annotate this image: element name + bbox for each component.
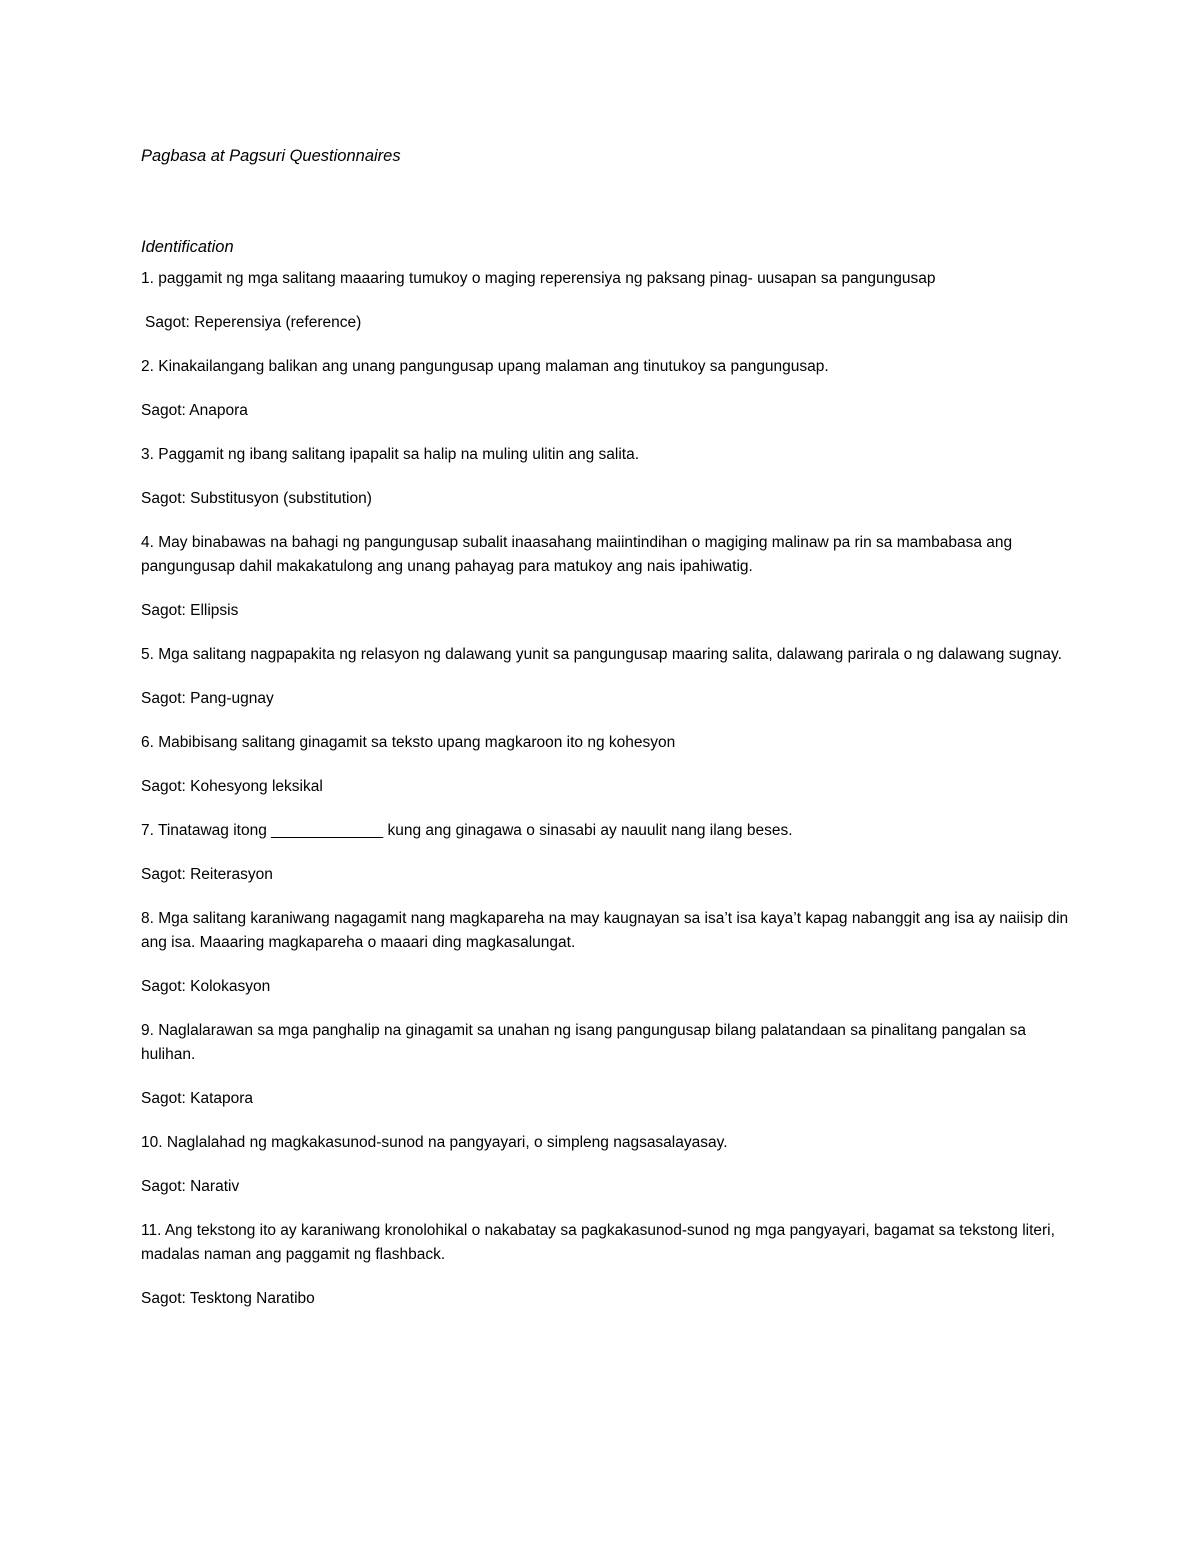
question-item-7: [141, 819, 1071, 887]
question-text: 10. Naglalahad ng magkakasunod-sunod na pangyayari, o simpleng nagsasalayasay.: [141, 1134, 728, 1151]
answer-text: Sagot: Anapora: [141, 402, 248, 419]
question-text: 5. Mga salitang nagpapakita ng relasyon ng dalawang yunit sa pangungusap maaring salita, dalawang parirala o ng dalawang sugnay.: [141, 646, 1062, 663]
question-item-10: [141, 1131, 1071, 1199]
answer-text: Sagot: Reiterasyon: [141, 866, 273, 883]
question-item-5: [141, 643, 1071, 711]
question-text: 8. Mga salitang karaniwang nagagamit nang magkapareha na may kaugnayan sa isa’t isa kaya’t kapag nabanggit ang isa ay naiisip din ang isa. Maaaring magkapareha o maaari ding magkasalungat.: [141, 910, 1069, 951]
question-text: 9. Naglalarawan sa mga panghalip na ginagamit sa unahan ng isang pangungusap bilang palatandaan sa pinalitang pangalan sa hulihan.: [141, 1022, 1027, 1063]
question-text: 4. May binabawas na bahagi ng pangungusap subalit inaasahang maiintindihan o magiging malinaw pa rin sa mambabasa ang pangungusap dahil makakatulong ang unang pahayag para matukoy ang nais ipahiwatig.: [141, 534, 1013, 575]
question-text: 7. Tinatawag itong _____________ kung ang ginagawa o sinasabi ay nauulit nang ilang beses.: [141, 822, 793, 839]
section-heading: Identification: [141, 238, 234, 256]
question-item-6: [141, 731, 1071, 799]
question-item-8: [141, 907, 1071, 999]
question-text: 6. Mabibisang salitang ginagamit sa teksto upang magkaroon ito ng kohesyon: [141, 734, 676, 751]
answer-text: Sagot: Ellipsis: [141, 602, 239, 619]
document-title: Pagbasa at Pagsuri Questionnaires: [141, 147, 401, 165]
answer-text: Sagot: Kohesyong leksikal: [141, 778, 323, 795]
question-item-11: [141, 1219, 1071, 1311]
question-text: 2. Kinakailangang balikan ang unang pangungusap upang malaman ang tinutukoy sa pangungusap.: [141, 358, 829, 375]
answer-text: Sagot: Kolokasyon: [141, 978, 271, 995]
answer-text: Sagot: Katapora: [141, 1090, 254, 1107]
question-text: 3. Paggamit ng ibang salitang ipapalit sa halip na muling ulitin ang salita.: [141, 446, 640, 463]
question-text: 11. Ang tekstong ito ay karaniwang kronolohikal o nakabatay sa pagkakasunod-sunod ng mga pangyayari, bagamat sa tekstong literi, madalas naman ang paggamit ng flashback.: [141, 1222, 1055, 1263]
question-item-3: [141, 443, 1071, 511]
question-item-4: [141, 531, 1071, 623]
question-item-2: [141, 355, 1071, 423]
question-item-9: [141, 1019, 1071, 1111]
answer-text: Sagot: Pang-ugnay: [141, 690, 274, 707]
question-text: 1. paggamit ng mga salitang maaaring tumukoy o maging reperensiya ng paksang pinag- uusapan sa pangungusap: [141, 270, 936, 287]
document-content: [141, 144, 1071, 1311]
answer-text: Sagot: Substitusyon (substitution): [141, 490, 372, 507]
answer-text: Sagot: Reperensiya (reference): [145, 314, 362, 331]
question-item-1: [141, 267, 1071, 335]
answer-text: Sagot: Tesktong Naratibo: [141, 1290, 315, 1307]
answer-text: Sagot: Narativ: [141, 1178, 240, 1195]
